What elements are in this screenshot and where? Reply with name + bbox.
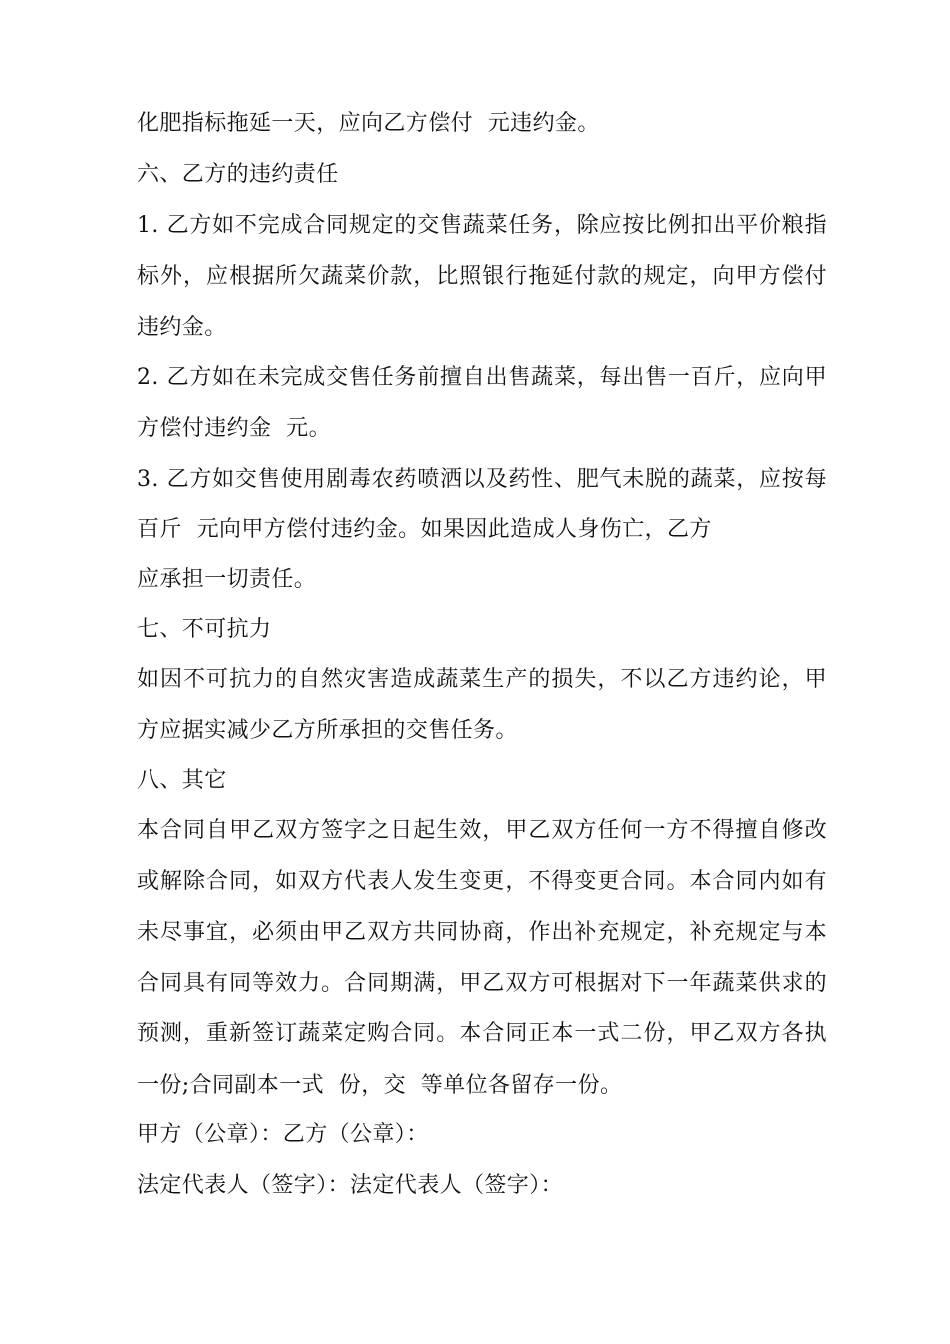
section-heading: 七、不可抗力 bbox=[137, 617, 272, 642]
section-heading: 八、其它 bbox=[137, 768, 227, 793]
text-line: 合同具有同等效力。合同期满，甲乙双方可根据对下一年蔬菜供求的 bbox=[137, 971, 827, 996]
text-line: 2. 乙方如在未完成交售任务前擅自出售蔬菜，每出售一百斤，应向甲 bbox=[137, 365, 827, 390]
text-line: 本合同自甲乙双方签字之日起生效，甲乙双方任何一方不得擅自修改 bbox=[137, 818, 827, 843]
text-line: 违约金。 bbox=[137, 315, 227, 340]
text-line: 方应据实减少乙方所承担的交售任务。 bbox=[137, 718, 518, 743]
text-line: 3. 乙方如交售使用剧毒农药喷洒以及药性、肥气未脱的蔬菜，应按每 bbox=[137, 467, 827, 492]
text-line: 或解除合同，如双方代表人发生变更，不得变更合同。本合同内如有 bbox=[137, 869, 827, 894]
signature-line: 法定代表人（签字）：法定代表人（签字）： bbox=[137, 1173, 564, 1198]
section-heading: 六、乙方的违约责任 bbox=[137, 162, 339, 187]
text-line: 标外，应根据所欠蔬菜价款，比照银行拖延付款的规定，向甲方偿付 bbox=[137, 264, 827, 289]
text-line: 如因不可抗力的自然灾害造成蔬菜生产的损失，不以乙方违约论，甲 bbox=[137, 667, 827, 692]
text-line: 预测，重新签订蔬菜定购合同。本合同正本一式二份，甲乙双方各执 bbox=[137, 1021, 827, 1046]
text-line: 一份;合同副本一式 份，交 等单位各留存一份。 bbox=[137, 1073, 623, 1098]
text-line: 百斤 元向甲方偿付违约金。如果因此造成人身伤亡，乙方 bbox=[137, 517, 712, 542]
text-line: 未尽事宜，必须由甲乙双方共同协商，作出补充规定，补充规定与本 bbox=[137, 920, 827, 945]
signature-line: 甲方（公章）：乙方（公章）： bbox=[137, 1122, 429, 1147]
text-line: 化肥指标拖延一天，应向乙方偿付 元违约金。 bbox=[137, 111, 600, 136]
text-line: 应承担一切责任。 bbox=[137, 567, 317, 592]
text-line: 方偿付违约金 元。 bbox=[137, 416, 331, 441]
text-line: 1. 乙方如不完成合同规定的交售蔬菜任务，除应按比例扣出平价粮指 bbox=[137, 213, 827, 238]
